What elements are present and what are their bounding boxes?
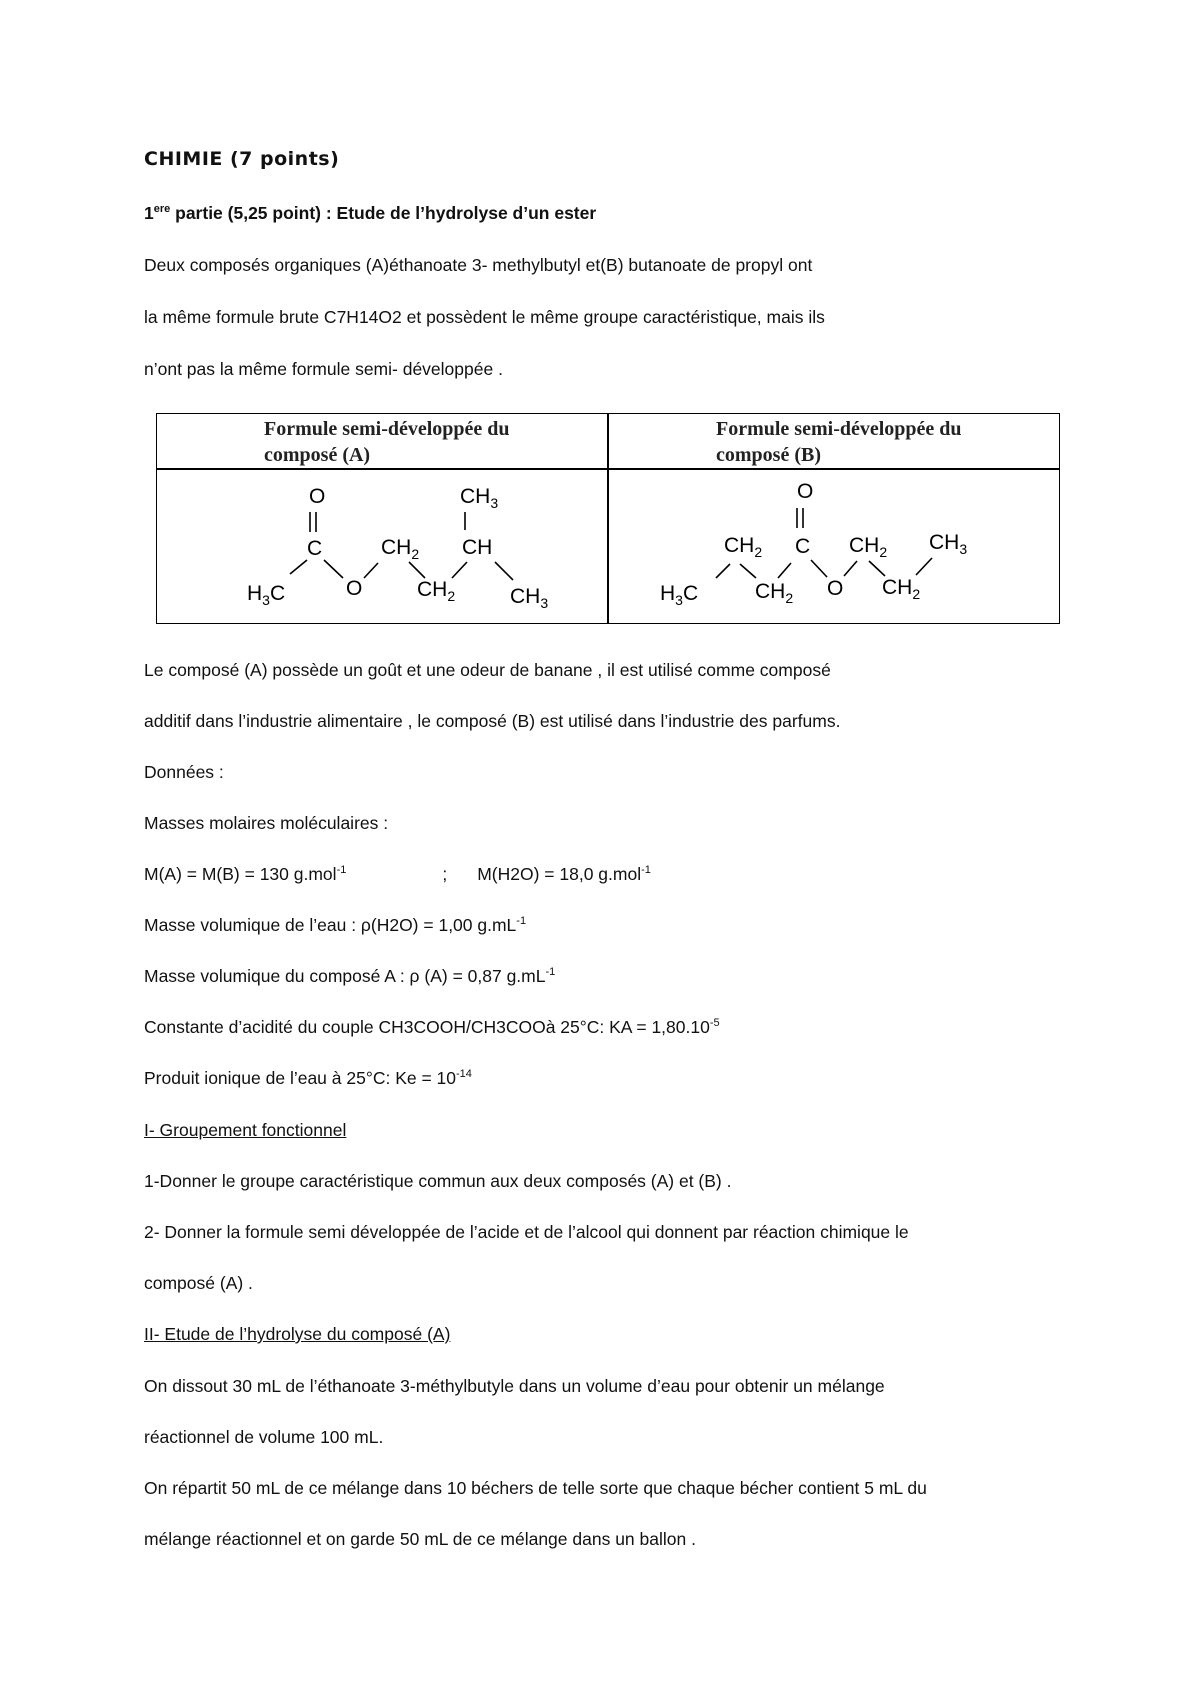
- intro-line-3: n’ont pas la même formule semi- développée .: [144, 359, 503, 379]
- svg-text:CH2: $CH_2$: [724, 534, 763, 560]
- section2-p1: On dissout 30 mL de l’éthanoate 3-méthylbutyle dans un volume d’eau pour obtenir un mélange: [144, 1376, 885, 1396]
- svg-text:CH2: $CH_2$: [849, 534, 888, 560]
- svg-text:CH3: $CH_3$: [460, 485, 499, 511]
- formula-table: [156, 413, 1060, 624]
- table-header-b: Formule semi-développée du composé (B): [716, 418, 962, 466]
- section2-p2-cont: mélange réactionnel et on garde 50 mL de ce mélange dans un ballon .: [144, 1529, 696, 1549]
- rho-water-line: Masse volumique de l’eau : ρ(H2O) = 1,00 $g.mL^{-1}$: [144, 915, 527, 935]
- svg-text:O: O: [797, 480, 814, 503]
- intro-line-2: la même formule brute C7H14O2 et possèdent le même groupe caractéristique, mais ils: [144, 307, 825, 327]
- section2-title: II- Etude de l’hydrolyse du composé (A): [144, 1324, 451, 1344]
- svg-text:H3C: $H_3C$: [247, 582, 286, 608]
- svg-text:CH3: $CH_3$: [510, 585, 549, 611]
- svg-text:C: C: [307, 537, 323, 560]
- svg-text:O: O: [309, 485, 326, 508]
- molecule-b-structure: [660, 470, 1060, 620]
- svg-text:H3C: $H_3C$: [660, 582, 699, 608]
- svg-text:CH2: $CH_2$: [381, 536, 420, 562]
- section2-p1-cont: réactionnel de volume 100 mL.: [144, 1427, 384, 1447]
- svg-text:CH2: $CH_2$: [755, 580, 794, 606]
- question-2: 2- Donner la formule semi développée de l’acide et de l’alcool qui donnent par réaction chimique le: [144, 1222, 909, 1242]
- part1-title: 1ere partie (5,25 point) : Etude de l’hydrolyse d’un ester: [144, 203, 597, 223]
- question-2-cont: composé (A) .: [144, 1273, 253, 1293]
- section1-title: I- Groupement fonctionnel: [144, 1120, 347, 1140]
- body-line-2: additif dans l’industrie alimentaire , le composé (B) est utilisé dans l’industrie des parfums.: [144, 711, 841, 731]
- svg-text:O: O: [827, 577, 844, 600]
- molecule-a-structure: [247, 470, 607, 620]
- ke-line: Produit ionique de l’eau à 25°C: $Ke = 10^{-14}$: [144, 1068, 472, 1088]
- svg-text:CH3: $CH_3$: [929, 531, 968, 557]
- masses-line: M(A) = M(B) = 130 g.mol$^{-1}$ ; M(H2O) = 18,0 g.mol$^{-1}$: [144, 864, 651, 884]
- svg-text:O: O: [346, 577, 363, 600]
- exercise-title: CHIMIE (7 points): [144, 148, 340, 170]
- svg-text:CH2: $CH_2$: [417, 578, 456, 604]
- ka-line: Constante d’acidité du couple CH3COOH/CH3COOà 25°C: KA = $1,80.10^{-5}$: [144, 1017, 720, 1037]
- masses-title: Masses molaires moléculaires :: [144, 813, 389, 833]
- rho-a-line: Masse volumique du composé A : ρ (A) = 0,87 $g.mL^{-1}$: [144, 966, 556, 986]
- svg-text:CH: CH: [462, 536, 493, 559]
- svg-text:C: C: [795, 535, 811, 558]
- intro-line-1: Deux composés organiques (A)éthanoate 3- methylbutyl et(B) butanoate de propyl ont: [144, 255, 813, 275]
- donnees-title: Données :: [144, 762, 224, 782]
- section2-p2: On répartit 50 mL de ce mélange dans 10 béchers de telle sorte que chaque bécher contient 5 mL du: [144, 1478, 927, 1498]
- table-header-a: Formule semi-développée du composé (A): [264, 418, 510, 466]
- body-line-1: Le composé (A) possède un goût et une odeur de banane , il est utilisé comme composé: [144, 660, 831, 680]
- svg-text:CH2: $CH_2$: [882, 576, 921, 602]
- question-1: 1-Donner le groupe caractéristique commun aux deux composés (A) et (B) .: [144, 1171, 732, 1191]
